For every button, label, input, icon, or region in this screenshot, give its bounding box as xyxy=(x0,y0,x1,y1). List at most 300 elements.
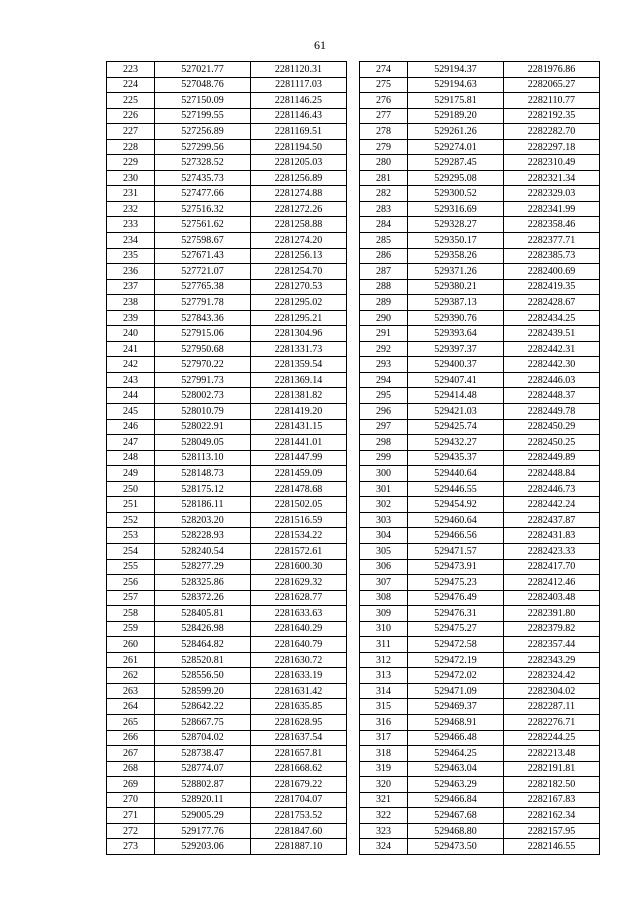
x-coordinate-cell: 529432.27 xyxy=(408,435,504,451)
point-number-cell: 267 xyxy=(107,746,155,762)
y-coordinate-cell: 2281205.03 xyxy=(251,155,347,171)
x-coordinate-cell: 529476.31 xyxy=(408,606,504,622)
table-row xyxy=(107,777,347,793)
y-coordinate-cell: 2281635.85 xyxy=(251,699,347,715)
y-coordinate-cell: 2281534.22 xyxy=(251,528,347,544)
table-row xyxy=(107,264,347,280)
y-coordinate-cell: 2282213.48 xyxy=(504,746,600,762)
table-row xyxy=(360,388,600,404)
x-coordinate-cell: 529468.80 xyxy=(408,823,504,839)
table-row xyxy=(360,435,600,451)
table-row xyxy=(107,839,347,855)
table-row xyxy=(360,233,600,249)
x-coordinate-cell: 528520.81 xyxy=(155,652,251,668)
y-coordinate-cell: 2282282.70 xyxy=(504,124,600,140)
point-number-cell: 299 xyxy=(360,450,408,466)
table-row xyxy=(360,497,600,513)
x-coordinate-cell: 527791.78 xyxy=(155,295,251,311)
point-number-cell: 261 xyxy=(107,652,155,668)
y-coordinate-cell: 2281256.89 xyxy=(251,170,347,186)
table-row xyxy=(360,543,600,559)
table-row xyxy=(360,590,600,606)
point-number-cell: 249 xyxy=(107,466,155,482)
table-row xyxy=(360,528,600,544)
y-coordinate-cell: 2281887.10 xyxy=(251,839,347,855)
x-coordinate-cell: 529350.17 xyxy=(408,233,504,249)
x-coordinate-cell: 527765.38 xyxy=(155,279,251,295)
x-coordinate-cell: 529203.06 xyxy=(155,839,251,855)
y-coordinate-cell: 2282449.89 xyxy=(504,450,600,466)
y-coordinate-cell: 2281516.59 xyxy=(251,512,347,528)
y-coordinate-cell: 2281847.60 xyxy=(251,823,347,839)
point-number-cell: 269 xyxy=(107,777,155,793)
table-row xyxy=(107,575,347,591)
table-row xyxy=(360,62,600,78)
x-coordinate-cell: 527256.89 xyxy=(155,124,251,140)
point-number-cell: 257 xyxy=(107,590,155,606)
point-number-cell: 268 xyxy=(107,761,155,777)
y-coordinate-cell: 2282297.18 xyxy=(504,139,600,155)
y-coordinate-cell: 2282244.25 xyxy=(504,730,600,746)
x-coordinate-cell: 529466.84 xyxy=(408,792,504,808)
point-number-cell: 283 xyxy=(360,201,408,217)
x-coordinate-cell: 528599.20 xyxy=(155,683,251,699)
table-row xyxy=(360,652,600,668)
point-number-cell: 230 xyxy=(107,170,155,186)
table-row xyxy=(107,295,347,311)
table-row xyxy=(107,435,347,451)
point-number-cell: 223 xyxy=(107,62,155,78)
y-coordinate-cell: 2282146.55 xyxy=(504,839,600,855)
y-coordinate-cell: 2281640.29 xyxy=(251,621,347,637)
table-row xyxy=(107,497,347,513)
table-row xyxy=(107,217,347,233)
x-coordinate-cell: 527598.67 xyxy=(155,233,251,249)
y-coordinate-cell: 2281976.86 xyxy=(504,62,600,78)
table-row xyxy=(107,201,347,217)
point-number-cell: 291 xyxy=(360,326,408,342)
table-row xyxy=(107,466,347,482)
table-row xyxy=(360,170,600,186)
x-coordinate-cell: 528704.02 xyxy=(155,730,251,746)
y-coordinate-cell: 2282431.83 xyxy=(504,528,600,544)
point-number-cell: 313 xyxy=(360,668,408,684)
x-coordinate-cell: 527843.36 xyxy=(155,310,251,326)
point-number-cell: 292 xyxy=(360,341,408,357)
x-coordinate-cell: 528920.11 xyxy=(155,792,251,808)
x-coordinate-cell: 528372.26 xyxy=(155,590,251,606)
point-number-cell: 231 xyxy=(107,186,155,202)
x-coordinate-cell: 527561.62 xyxy=(155,217,251,233)
table-row xyxy=(107,62,347,78)
y-coordinate-cell: 2281274.88 xyxy=(251,186,347,202)
point-number-cell: 323 xyxy=(360,823,408,839)
point-number-cell: 227 xyxy=(107,124,155,140)
x-coordinate-cell: 529177.76 xyxy=(155,823,251,839)
y-coordinate-cell: 2281441.01 xyxy=(251,435,347,451)
x-coordinate-cell: 529300.52 xyxy=(408,186,504,202)
x-coordinate-cell: 529189.20 xyxy=(408,108,504,124)
table-row xyxy=(360,217,600,233)
x-coordinate-cell: 527299.56 xyxy=(155,139,251,155)
x-coordinate-cell: 529358.26 xyxy=(408,248,504,264)
point-number-cell: 300 xyxy=(360,466,408,482)
table-row xyxy=(360,419,600,435)
table-row xyxy=(360,450,600,466)
table-row xyxy=(107,590,347,606)
table-row xyxy=(107,124,347,140)
table-row xyxy=(360,372,600,388)
y-coordinate-cell: 2281668.62 xyxy=(251,761,347,777)
x-coordinate-cell: 527970.22 xyxy=(155,357,251,373)
point-number-cell: 302 xyxy=(360,497,408,513)
table-row xyxy=(360,201,600,217)
x-coordinate-cell: 527915.06 xyxy=(155,326,251,342)
y-coordinate-cell: 2281431.15 xyxy=(251,419,347,435)
y-coordinate-cell: 2282437.87 xyxy=(504,512,600,528)
y-coordinate-cell: 2282304.02 xyxy=(504,683,600,699)
x-coordinate-cell: 528802.87 xyxy=(155,777,251,793)
y-coordinate-cell: 2281295.21 xyxy=(251,310,347,326)
table-row xyxy=(107,606,347,622)
x-coordinate-cell: 529467.68 xyxy=(408,808,504,824)
y-coordinate-cell: 2282157.95 xyxy=(504,823,600,839)
point-number-cell: 234 xyxy=(107,233,155,249)
table-row xyxy=(360,808,600,824)
point-number-cell: 232 xyxy=(107,201,155,217)
table-row xyxy=(360,248,600,264)
point-number-cell: 263 xyxy=(107,683,155,699)
y-coordinate-cell: 2282417.70 xyxy=(504,559,600,575)
y-coordinate-cell: 2282310.49 xyxy=(504,155,600,171)
table-row xyxy=(360,404,600,420)
y-coordinate-cell: 2282162.34 xyxy=(504,808,600,824)
point-number-cell: 248 xyxy=(107,450,155,466)
point-number-cell: 306 xyxy=(360,559,408,575)
table-row xyxy=(107,699,347,715)
table-row xyxy=(107,155,347,171)
table-row xyxy=(107,808,347,824)
y-coordinate-cell: 2282379.82 xyxy=(504,621,600,637)
table-row xyxy=(360,186,600,202)
y-coordinate-cell: 2282442.30 xyxy=(504,357,600,373)
x-coordinate-cell: 529454.92 xyxy=(408,497,504,513)
table-row xyxy=(360,575,600,591)
y-coordinate-cell: 2282321.34 xyxy=(504,170,600,186)
point-number-cell: 312 xyxy=(360,652,408,668)
y-coordinate-cell: 2281369.14 xyxy=(251,372,347,388)
y-coordinate-cell: 2282428.67 xyxy=(504,295,600,311)
x-coordinate-cell: 529175.81 xyxy=(408,93,504,109)
x-coordinate-cell: 529380.21 xyxy=(408,279,504,295)
table-row xyxy=(360,512,600,528)
point-number-cell: 305 xyxy=(360,543,408,559)
x-coordinate-cell: 527199.55 xyxy=(155,108,251,124)
table-row xyxy=(107,139,347,155)
x-coordinate-cell: 529295.08 xyxy=(408,170,504,186)
point-number-cell: 239 xyxy=(107,310,155,326)
x-coordinate-cell: 528556.50 xyxy=(155,668,251,684)
y-coordinate-cell: 2281254.70 xyxy=(251,264,347,280)
point-number-cell: 270 xyxy=(107,792,155,808)
table-row xyxy=(107,823,347,839)
y-coordinate-cell: 2282385.73 xyxy=(504,248,600,264)
y-coordinate-cell: 2281270.53 xyxy=(251,279,347,295)
y-coordinate-cell: 2282450.29 xyxy=(504,419,600,435)
point-number-cell: 226 xyxy=(107,108,155,124)
x-coordinate-cell: 528002.73 xyxy=(155,388,251,404)
point-number-cell: 260 xyxy=(107,637,155,653)
table-row xyxy=(107,730,347,746)
x-coordinate-cell: 529287.45 xyxy=(408,155,504,171)
x-coordinate-cell: 529472.02 xyxy=(408,668,504,684)
y-coordinate-cell: 2282448.37 xyxy=(504,388,600,404)
table-row xyxy=(107,372,347,388)
table-row xyxy=(360,559,600,575)
table-row xyxy=(107,637,347,653)
y-coordinate-cell: 2282446.73 xyxy=(504,481,600,497)
point-number-cell: 307 xyxy=(360,575,408,591)
coordinate-table-left-body xyxy=(107,62,347,855)
x-coordinate-cell: 529475.27 xyxy=(408,621,504,637)
x-coordinate-cell: 529407.41 xyxy=(408,372,504,388)
x-coordinate-cell: 528774.07 xyxy=(155,761,251,777)
y-coordinate-cell: 2281117.03 xyxy=(251,77,347,93)
y-coordinate-cell: 2281459.09 xyxy=(251,466,347,482)
x-coordinate-cell: 527991.73 xyxy=(155,372,251,388)
x-coordinate-cell: 529414.48 xyxy=(408,388,504,404)
point-number-cell: 271 xyxy=(107,808,155,824)
x-coordinate-cell: 529005.29 xyxy=(155,808,251,824)
x-coordinate-cell: 528010.79 xyxy=(155,404,251,420)
point-number-cell: 229 xyxy=(107,155,155,171)
table-row xyxy=(107,450,347,466)
y-coordinate-cell: 2281628.95 xyxy=(251,714,347,730)
point-number-cell: 250 xyxy=(107,481,155,497)
table-row xyxy=(107,668,347,684)
table-row xyxy=(360,326,600,342)
y-coordinate-cell: 2282110.77 xyxy=(504,93,600,109)
table-row xyxy=(360,761,600,777)
x-coordinate-cell: 529400.37 xyxy=(408,357,504,373)
table-row xyxy=(360,139,600,155)
point-number-cell: 310 xyxy=(360,621,408,637)
table-row xyxy=(360,606,600,622)
point-number-cell: 315 xyxy=(360,699,408,715)
point-number-cell: 247 xyxy=(107,435,155,451)
table-row xyxy=(107,792,347,808)
table-row xyxy=(107,404,347,420)
table-row xyxy=(107,326,347,342)
y-coordinate-cell: 2281633.19 xyxy=(251,668,347,684)
y-coordinate-cell: 2281704.07 xyxy=(251,792,347,808)
point-number-cell: 289 xyxy=(360,295,408,311)
x-coordinate-cell: 529393.64 xyxy=(408,326,504,342)
y-coordinate-cell: 2282182.50 xyxy=(504,777,600,793)
point-number-cell: 282 xyxy=(360,186,408,202)
y-coordinate-cell: 2281631.42 xyxy=(251,683,347,699)
table-row xyxy=(107,559,347,575)
y-coordinate-cell: 2281502.05 xyxy=(251,497,347,513)
y-coordinate-cell: 2281295.02 xyxy=(251,295,347,311)
point-number-cell: 235 xyxy=(107,248,155,264)
x-coordinate-cell: 528426.98 xyxy=(155,621,251,637)
x-coordinate-cell: 527721.07 xyxy=(155,264,251,280)
y-coordinate-cell: 2282446.03 xyxy=(504,372,600,388)
y-coordinate-cell: 2281628.77 xyxy=(251,590,347,606)
x-coordinate-cell: 527516.32 xyxy=(155,201,251,217)
x-coordinate-cell: 529468.91 xyxy=(408,714,504,730)
y-coordinate-cell: 2282448.84 xyxy=(504,466,600,482)
y-coordinate-cell: 2281258.88 xyxy=(251,217,347,233)
point-number-cell: 311 xyxy=(360,637,408,653)
point-number-cell: 259 xyxy=(107,621,155,637)
y-coordinate-cell: 2281637.54 xyxy=(251,730,347,746)
point-number-cell: 318 xyxy=(360,746,408,762)
y-coordinate-cell: 2282442.31 xyxy=(504,341,600,357)
y-coordinate-cell: 2282358.46 xyxy=(504,217,600,233)
y-coordinate-cell: 2282450.25 xyxy=(504,435,600,451)
table-row xyxy=(360,155,600,171)
table-row xyxy=(360,699,600,715)
point-number-cell: 303 xyxy=(360,512,408,528)
table-row xyxy=(107,746,347,762)
point-number-cell: 308 xyxy=(360,590,408,606)
y-coordinate-cell: 2282439.51 xyxy=(504,326,600,342)
y-coordinate-cell: 2281478.68 xyxy=(251,481,347,497)
x-coordinate-cell: 528240.54 xyxy=(155,543,251,559)
y-coordinate-cell: 2282400.69 xyxy=(504,264,600,280)
x-coordinate-cell: 529460.64 xyxy=(408,512,504,528)
point-number-cell: 321 xyxy=(360,792,408,808)
table-row xyxy=(107,388,347,404)
point-number-cell: 254 xyxy=(107,543,155,559)
point-number-cell: 317 xyxy=(360,730,408,746)
point-number-cell: 316 xyxy=(360,714,408,730)
x-coordinate-cell: 527435.73 xyxy=(155,170,251,186)
y-coordinate-cell: 2282423.33 xyxy=(504,543,600,559)
y-coordinate-cell: 2281753.52 xyxy=(251,808,347,824)
point-number-cell: 294 xyxy=(360,372,408,388)
y-coordinate-cell: 2282341.99 xyxy=(504,201,600,217)
point-number-cell: 322 xyxy=(360,808,408,824)
x-coordinate-cell: 528203.20 xyxy=(155,512,251,528)
x-coordinate-cell: 529466.48 xyxy=(408,730,504,746)
point-number-cell: 293 xyxy=(360,357,408,373)
point-number-cell: 244 xyxy=(107,388,155,404)
point-number-cell: 253 xyxy=(107,528,155,544)
table-row xyxy=(107,714,347,730)
point-number-cell: 286 xyxy=(360,248,408,264)
x-coordinate-cell: 527950.68 xyxy=(155,341,251,357)
point-number-cell: 275 xyxy=(360,77,408,93)
x-coordinate-cell: 528113.10 xyxy=(155,450,251,466)
y-coordinate-cell: 2282442.24 xyxy=(504,497,600,513)
x-coordinate-cell: 528022.91 xyxy=(155,419,251,435)
x-coordinate-cell: 529421.03 xyxy=(408,404,504,420)
point-number-cell: 304 xyxy=(360,528,408,544)
x-coordinate-cell: 529328.27 xyxy=(408,217,504,233)
point-number-cell: 237 xyxy=(107,279,155,295)
table-row xyxy=(107,186,347,202)
y-coordinate-cell: 2281600.30 xyxy=(251,559,347,575)
table-row xyxy=(360,777,600,793)
point-number-cell: 287 xyxy=(360,264,408,280)
table-row xyxy=(107,761,347,777)
y-coordinate-cell: 2281256.13 xyxy=(251,248,347,264)
table-row xyxy=(107,512,347,528)
y-coordinate-cell: 2281630.72 xyxy=(251,652,347,668)
point-number-cell: 301 xyxy=(360,481,408,497)
table-row xyxy=(360,108,600,124)
x-coordinate-cell: 529316.69 xyxy=(408,201,504,217)
point-number-cell: 297 xyxy=(360,419,408,435)
x-coordinate-cell: 529472.58 xyxy=(408,637,504,653)
point-number-cell: 240 xyxy=(107,326,155,342)
point-number-cell: 284 xyxy=(360,217,408,233)
y-coordinate-cell: 2282287.11 xyxy=(504,699,600,715)
table-row xyxy=(107,528,347,544)
table-row xyxy=(360,746,600,762)
x-coordinate-cell: 528642.22 xyxy=(155,699,251,715)
table-row xyxy=(360,357,600,373)
x-coordinate-cell: 529473.50 xyxy=(408,839,504,855)
y-coordinate-cell: 2281679.22 xyxy=(251,777,347,793)
x-coordinate-cell: 529440.64 xyxy=(408,466,504,482)
x-coordinate-cell: 529387.13 xyxy=(408,295,504,311)
point-number-cell: 241 xyxy=(107,341,155,357)
point-number-cell: 224 xyxy=(107,77,155,93)
point-number-cell: 264 xyxy=(107,699,155,715)
x-coordinate-cell: 528175.12 xyxy=(155,481,251,497)
point-number-cell: 319 xyxy=(360,761,408,777)
point-number-cell: 279 xyxy=(360,139,408,155)
y-coordinate-cell: 2282434.25 xyxy=(504,310,600,326)
point-number-cell: 228 xyxy=(107,139,155,155)
y-coordinate-cell: 2281331.73 xyxy=(251,341,347,357)
point-number-cell: 243 xyxy=(107,372,155,388)
point-number-cell: 278 xyxy=(360,124,408,140)
x-coordinate-cell: 527328.52 xyxy=(155,155,251,171)
table-row xyxy=(107,621,347,637)
point-number-cell: 262 xyxy=(107,668,155,684)
x-coordinate-cell: 528228.93 xyxy=(155,528,251,544)
y-coordinate-cell: 2281272.26 xyxy=(251,201,347,217)
y-coordinate-cell: 2282403.48 xyxy=(504,590,600,606)
point-number-cell: 298 xyxy=(360,435,408,451)
y-coordinate-cell: 2281640.79 xyxy=(251,637,347,653)
y-coordinate-cell: 2281657.81 xyxy=(251,746,347,762)
y-coordinate-cell: 2281146.43 xyxy=(251,108,347,124)
y-coordinate-cell: 2281359.54 xyxy=(251,357,347,373)
table-row xyxy=(360,279,600,295)
table-row xyxy=(107,279,347,295)
coordinate-table-right xyxy=(359,61,600,855)
x-coordinate-cell: 529471.09 xyxy=(408,683,504,699)
table-row xyxy=(360,77,600,93)
x-coordinate-cell: 529390.76 xyxy=(408,310,504,326)
y-coordinate-cell: 2281629.32 xyxy=(251,575,347,591)
point-number-cell: 280 xyxy=(360,155,408,171)
y-coordinate-cell: 2282329.03 xyxy=(504,186,600,202)
point-number-cell: 309 xyxy=(360,606,408,622)
x-coordinate-cell: 529274.01 xyxy=(408,139,504,155)
point-number-cell: 296 xyxy=(360,404,408,420)
table-row xyxy=(107,481,347,497)
table-row xyxy=(360,264,600,280)
point-number-cell: 324 xyxy=(360,839,408,855)
table-row xyxy=(360,341,600,357)
